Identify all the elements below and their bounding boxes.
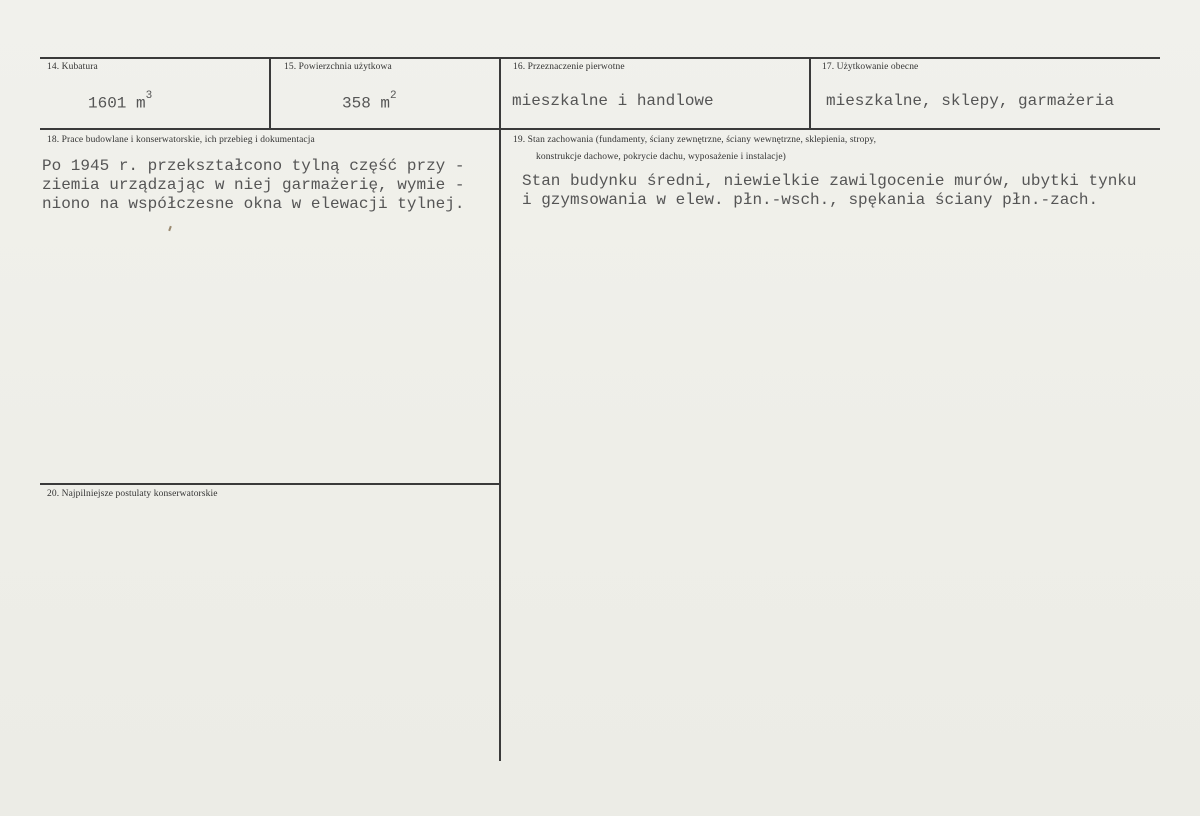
prace-line-2: ziemia urządzając w niej garmażerię, wymie - <box>42 176 465 194</box>
uzytkowanie-value: mieszkalne, sklepy, garmażeria <box>826 92 1115 110</box>
row1-bottom-rule <box>40 128 1160 130</box>
col3-divider <box>809 57 811 130</box>
col2-divider <box>499 57 501 761</box>
powierzchnia-label: 15. Powierzchnia użytkowa <box>284 62 392 72</box>
prace-line-3: niono na współczesne okna w elewacji tylnej. <box>42 195 465 213</box>
top-rule <box>40 57 1160 59</box>
przeznaczenie-value: mieszkalne i handlowe <box>512 92 714 110</box>
kubatura-label: 14. Kubatura <box>47 62 98 72</box>
kubatura-value: 1601 $m^3$ <box>88 90 153 113</box>
stan-line-2: i gzymsowania w elew. płn.-wsch., spękania ściany płn.-zach. <box>522 191 1099 209</box>
postulaty-label: 20. Najpilniejsze postulaty konserwatorskie <box>47 489 218 499</box>
col1-divider <box>269 57 271 130</box>
uzytkowanie-label: 17. Użytkowanie obecne <box>822 62 919 72</box>
field18-bottom-rule <box>40 483 500 485</box>
prace-label: 18. Prace budowlane i konserwatorskie, ich przebieg i dokumentacja <box>47 135 315 145</box>
powierzchnia-value: 358 $m^2$ <box>342 90 397 113</box>
przeznaczenie-label: 16. Przeznaczenie pierwotne <box>513 62 625 72</box>
paper-speck <box>168 226 172 231</box>
stan-line-1: Stan budynku średni, niewielkie zawilgocenie murów, ubytki tynku <box>522 172 1137 190</box>
stan-label-line-2: konstrukcje dachowe, pokrycie dachu, wyposażenie i instalacje) <box>536 152 786 162</box>
stan-label-line-1: 19. Stan zachowania (fundamenty, ściany zewnętrzne, ściany wewnętrzne, sklepienia, stropy, <box>513 135 877 145</box>
prace-line-1: Po 1945 r. przekształcono tylną część przy - <box>42 157 465 175</box>
